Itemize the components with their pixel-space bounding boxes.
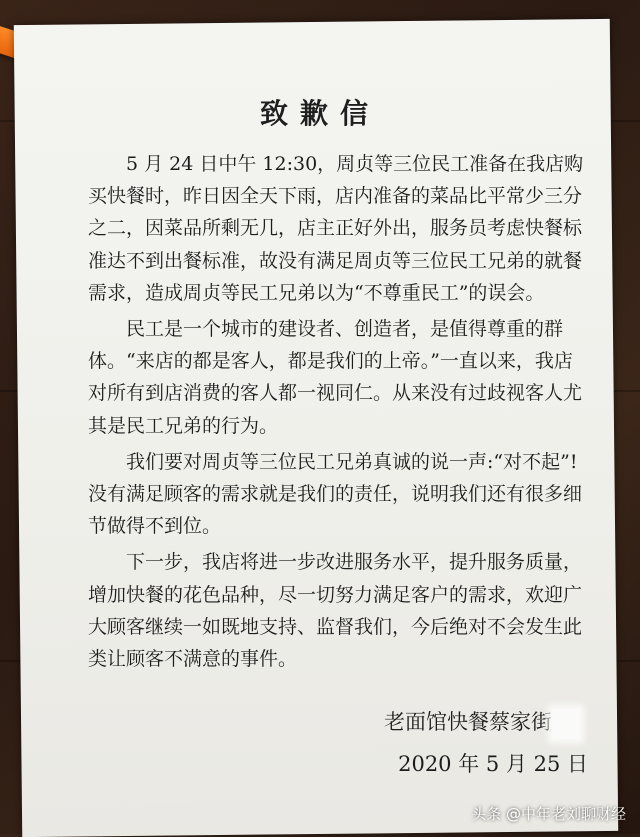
letter-date: 2020 年 5 月 25 日 <box>398 752 588 776</box>
paragraph-4: 下一步，我店将进一步改进服务水平，提升服务质量，增加快餐的花色品种，尽一切努力满足客户的需求，欢迎广大顾客继续一如既地支持、监督我们，今后绝对不会发生此类让顾客不满意的事件。 <box>88 551 583 671</box>
watermark: 头条 @中年老刘聊财经 <box>471 805 626 823</box>
letter-title: 致歉信 <box>259 97 380 130</box>
signature: 老面馆快餐蔡家街 <box>384 710 552 734</box>
paragraph-3: 我们要对周贞等三位民工兄弟真诚的说一声:“对不起”! 没有满足顾客的需求就是我们的责任，说明我们还有很多细节做得不到位。 <box>88 450 583 538</box>
paragraph-2: 民工是一个城市的建设者、创造者，是值得尊重的群体。“来店的都是客人，都是我们的上帝。”一直以来，我店对所有到店消费的客人都一视同仁。从来没有过歧视客人尤其是民工兄弟的行为。 <box>88 318 583 437</box>
letter-body <box>88 148 588 679</box>
signature-line <box>384 706 580 739</box>
redaction-blur <box>552 709 580 739</box>
paragraph-1: 5 月 24 日中午 12:30，周贞等三位民工准备在我店购买快餐时，昨日因全天下雨，店内准备的菜品比平常少三分之二，因菜品所剩无几，店主正好外出，服务员考虑快餐标准达不到出餐标准，故没有满足周贞等三位民工兄弟的就餐需求，造成周贞等民工兄弟以为“不尊重民工”的误会。 <box>88 153 584 304</box>
